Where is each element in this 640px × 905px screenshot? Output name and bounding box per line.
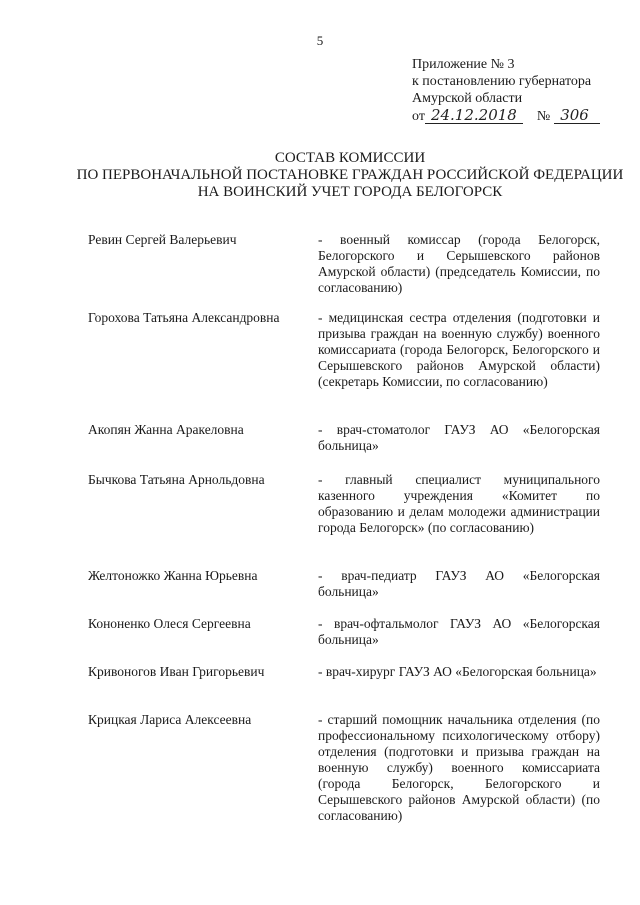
member-role: - врач-хирург ГАУЗ АО «Белогорская больница» (318, 664, 597, 679)
member-role: - врач-педиатр ГАУЗ АО «Белогорская больница» (318, 568, 600, 599)
appendix-line: Амурской области (412, 91, 523, 106)
appendix-line: к постановлению губернатора (412, 74, 592, 89)
member-role: - врач-офтальмолог ГАУЗ АО «Белогорская больница» (318, 616, 600, 647)
member-name: Бычкова Татьяна Арнольдовна (88, 472, 265, 487)
member-row (88, 310, 608, 390)
member-name: Акопян Жанна Аракеловна (88, 422, 244, 437)
member-row (88, 664, 608, 680)
member-name: Крицкая Лариса Алексеевна (88, 712, 252, 727)
member-role: - врач-стоматолог ГАУЗ АО «Белогорская больница» (318, 422, 600, 453)
member-row (88, 616, 608, 648)
document-title (60, 150, 640, 201)
member-row (88, 568, 608, 600)
member-role: - старший помощник начальника отделения (по профессиональному психологическому отбору) отделения (подготовки и призыва граждан на военную службу) военного комиссариата (города Белогорск, Белогорского и Серышевского районов Амурской области) (по согласованию) (318, 712, 600, 823)
member-name: Желтоножко Жанна Юрьевна (88, 568, 258, 583)
member-name: Ревин Сергей Валерьевич (88, 232, 237, 247)
page-number: 5 (316, 33, 324, 48)
appendix-line: Приложение № 3 (412, 57, 515, 72)
member-role: - военный комиссар (города Белогорск, Белогорского и Серышевского районов Амурской области) (председатель Комиссии, по согласованию) (318, 232, 600, 295)
appendix-date-number (412, 107, 612, 125)
title-line: ПО ПЕРВОНАЧАЛЬНОЙ ПОСТАНОВКЕ ГРАЖДАН РОССИЙСКОЙ ФЕДЕРАЦИИ (76, 167, 624, 183)
member-row (88, 422, 608, 454)
number-prefix: № (536, 109, 551, 124)
member-row (88, 712, 608, 824)
member-name: Кононенко Олеся Сергеевна (88, 616, 251, 631)
appendix-header (412, 56, 612, 125)
member-role: - медицинская сестра отделения (подготовки и призыва граждан на военную службу) военного комиссариата (города Белогорск, Белогорского и Серышевского районов Амурской области) (секретарь Комиссии, по согласованию) (318, 310, 600, 389)
member-row (88, 232, 608, 296)
member-row (88, 472, 608, 536)
title-line: СОСТАВ КОМИССИИ (274, 150, 426, 166)
title-line: НА ВОИНСКИЙ УЧЕТ ГОРОДА БЕЛОГОРСК (197, 184, 503, 200)
member-name: Горохова Татьяна Александровна (88, 310, 280, 325)
date-prefix: от (412, 109, 425, 124)
handwritten-date: 24.12.2018 (425, 107, 523, 124)
member-name: Кривоногов Иван Григорьевич (88, 664, 265, 679)
handwritten-number: 306 (554, 107, 600, 124)
member-role: - главный специалист муниципального казенного учреждения «Комитет по образованию и делам молодежи администрации города Белогорск» (по согласованию) (318, 472, 600, 535)
